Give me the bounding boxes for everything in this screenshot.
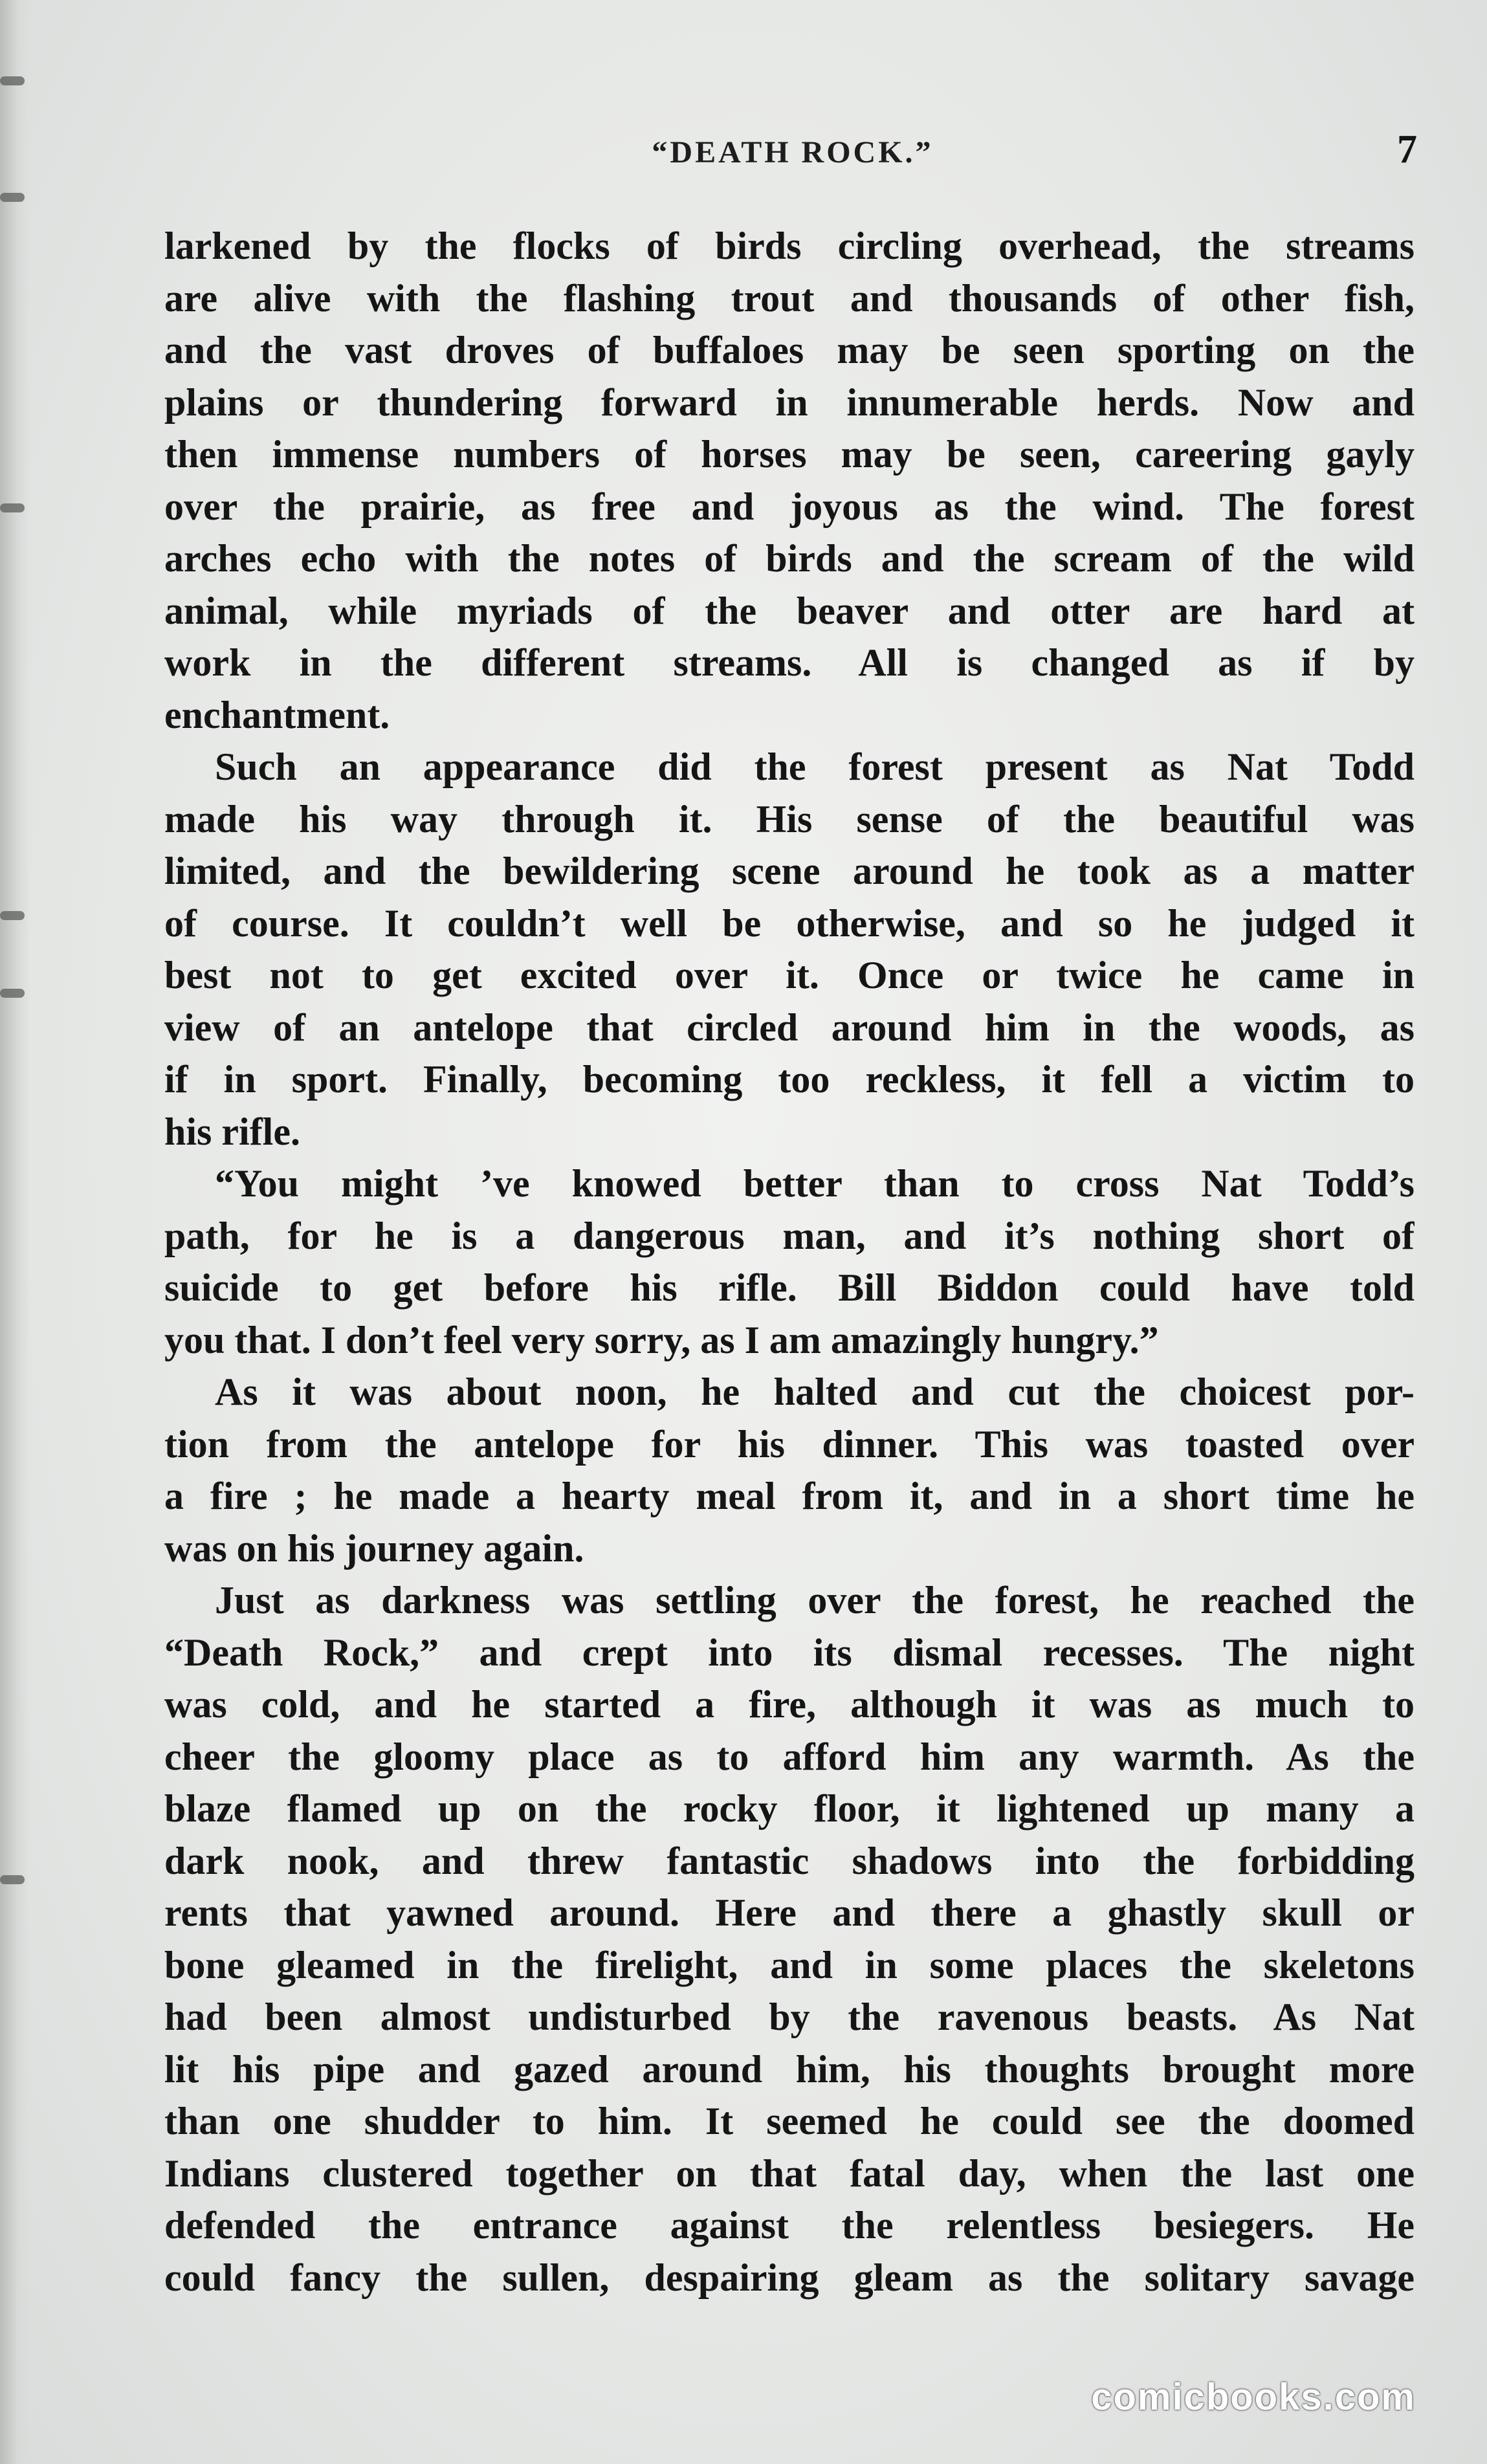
text-line: best not to get excited over it. Once or twice he came in	[164, 954, 1415, 996]
text-line: bone gleamed in the firelight, and in some places the skeletons	[164, 1943, 1415, 1986]
text-line: enchantment.	[164, 693, 390, 736]
text-line: had been almost undisturbed by the ravenous beasts. As Nat	[164, 1996, 1415, 2038]
page-header	[168, 127, 1417, 185]
text-line: dark nook, and threw fantastic shadows into the forbidding	[164, 1839, 1415, 1882]
text-line: path, for he is a dangerous man, and it’s nothing short of	[164, 1214, 1415, 1257]
text-line: Indians clustered together on that fatal day, when the last one	[164, 2151, 1415, 2195]
binding-stitch-mark	[0, 193, 25, 202]
running-head: “DEATH ROCK.”	[652, 135, 934, 170]
page-number: 7	[1397, 127, 1417, 171]
text-line: blaze flamed up on the rocky floor, it lightened up many a	[164, 1787, 1415, 1830]
binding-stitch-mark	[0, 911, 25, 920]
page-gutter-shadow	[0, 0, 30, 2464]
text-line: view of an antelope that circled around him in the woods, as	[164, 1006, 1415, 1049]
text-line: was on his journey again.	[164, 1526, 584, 1570]
text-line: you that. I don’t feel very sorry, as I am amazingly hungry.”	[164, 1318, 1159, 1361]
binding-stitch-mark	[0, 1875, 25, 1884]
text-line: of course. It couldn’t well be otherwise, and so he judged it	[164, 901, 1415, 945]
text-line: work in the different streams. All is changed as if by	[164, 641, 1415, 684]
text-line: made his way through it. His sense of the beautiful was	[164, 797, 1415, 841]
text-line: could fancy the sullen, despairing gleam as the solitary savage	[164, 2256, 1415, 2299]
text-line: Just as darkness was settling over the forest, he reached the	[215, 1579, 1415, 1622]
text-line: was cold, and he started a fire, although it was as much to	[164, 1683, 1415, 1726]
binding-stitch-mark	[0, 989, 25, 998]
text-line: lit his pipe and gazed around him, his thoughts brought more	[164, 2047, 1415, 2091]
text-line: cheer the gloomy place as to afford him any warmth. As the	[164, 1735, 1415, 1778]
text-line: defended the entrance against the relentless besiegers. He	[164, 2204, 1415, 2247]
text-line: over the prairie, as free and joyous as the wind. The forest	[164, 485, 1415, 528]
text-line: animal, while myriads of the beaver and otter are hard at	[164, 589, 1415, 632]
text-line: tion from the antelope for his dinner. This was toasted over	[164, 1422, 1415, 1466]
text-line: Such an appearance did the forest present as Nat Todd	[215, 745, 1415, 788]
text-line: his rifle.	[164, 1110, 300, 1153]
text-line: and the vast droves of buffaloes may be seen sporting on the	[164, 329, 1415, 371]
text-line: are alive with the flashing trout and thousands of other fish,	[164, 276, 1415, 320]
text-line: arches echo with the notes of birds and the scream of the wild	[164, 537, 1415, 580]
text-line: if in sport. Finally, becoming too reckless, it fell a victim to	[164, 1058, 1415, 1101]
text-line: “Death Rock,” and crept into its dismal recesses. The night	[164, 1631, 1415, 1674]
text-line: a fire ; he made a hearty meal from it, and in a short time he	[164, 1475, 1415, 1517]
body-text	[164, 220, 1415, 2304]
binding-stitch-mark	[0, 76, 25, 85]
text-line: As it was about noon, he halted and cut the choicest por-	[215, 1370, 1415, 1413]
text-line: rents that yawned around. Here and there a ghastly skull or	[164, 1891, 1415, 1934]
site-watermark: comicbooks.com	[1091, 2376, 1416, 2418]
text-line: plains or thundering forward in innumerable herds. Now and	[164, 380, 1415, 424]
text-line: “You might ’ve knowed better than to cross Nat Todd’s	[215, 1162, 1415, 1205]
text-line: than one shudder to him. It seemed he could see the doomed	[164, 2100, 1415, 2142]
text-line: suicide to get before his rifle. Bill Biddon could have told	[164, 1266, 1415, 1309]
text-line: limited, and the bewildering scene around he took as a matter	[164, 850, 1415, 892]
text-line: larkened by the flocks of birds circling overhead, the streams	[164, 225, 1415, 267]
binding-stitch-mark	[0, 503, 25, 512]
text-line: then immense numbers of horses may be seen, careering gayly	[164, 433, 1415, 476]
